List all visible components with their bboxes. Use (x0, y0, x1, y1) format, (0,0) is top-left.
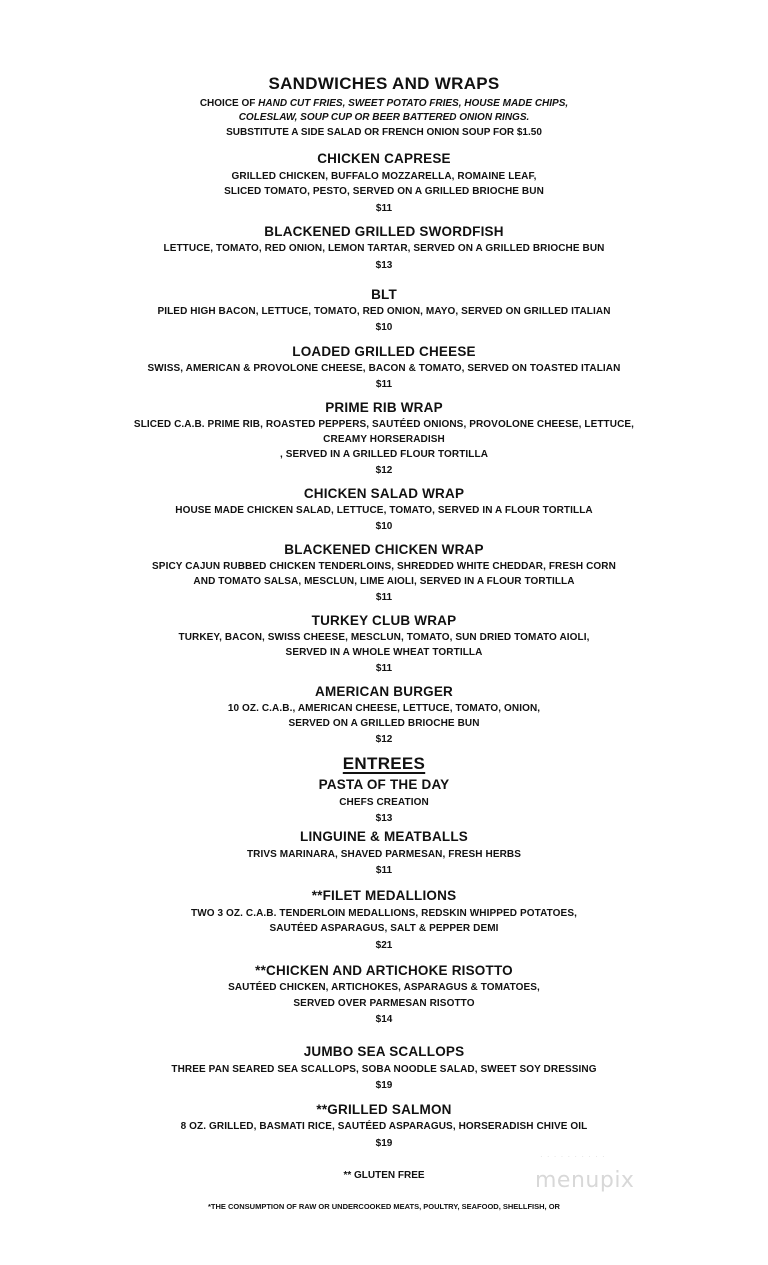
menu-item-name: CHICKEN CAPRESE (317, 151, 451, 166)
menu-item-description: AND TOMATO SALSA, MESCLUN, LIME AIOLI, SERVED IN A FLOUR TORTILLA (193, 576, 575, 587)
menu-item-description: HOUSE MADE CHICKEN SALAD, LETTUCE, TOMATO, SERVED IN A FLOUR TORTILLA (175, 505, 593, 516)
menu-item-description: SWISS, AMERICAN & PROVOLONE CHEESE, BACON & TOMATO, SERVED ON TOASTED ITALIAN (147, 363, 621, 374)
menu-item-price: $14 (375, 1014, 393, 1025)
gluten-free-note: ** GLUTEN FREE (343, 1170, 425, 1181)
menu-item-name: PRIME RIB WRAP (325, 400, 443, 415)
menu-item-description: GRILLED CHICKEN, BUFFALO MOZZARELLA, ROMAINE LEAF, (231, 171, 537, 182)
raw-food-disclaimer: *THE CONSUMPTION OF RAW OR UNDERCOOKED MEATS, POULTRY, SEAFOOD, SHELLFISH, OR (208, 1202, 560, 1211)
menu-item-description: TURKEY, BACON, SWISS CHEESE, MESCLUN, TOMATO, SUN DRIED TOMATO AIOLI, (178, 632, 590, 643)
menu-item-price: $12 (375, 734, 393, 745)
entrees-section-title: ENTREES (342, 754, 426, 773)
menu-item-price: $11 (375, 379, 393, 390)
sandwiches-intro-line-2: COLESLAW, SOUP CUP OR BEER BATTERED ONION RINGS. (238, 112, 530, 123)
menu-item-name: BLACKENED CHICKEN WRAP (284, 542, 484, 557)
menu-item-name: **CHICKEN AND ARTICHOKE RISOTTO (255, 963, 513, 978)
menu-item-name: JUMBO SEA SCALLOPS (303, 1044, 465, 1059)
menu-item-name: **FILET MEDALLIONS (311, 888, 457, 903)
menu-item-price: $10 (375, 521, 393, 532)
menu-item-price: $12 (375, 465, 393, 476)
menu-item-description: 8 OZ. GRILLED, BASMATI RICE, SAUTÉED ASPARAGUS, HORSERADISH CHIVE OIL (180, 1121, 588, 1132)
sandwiches-section-title: SANDWICHES AND WRAPS (268, 74, 500, 93)
menu-item-description: SPICY CAJUN RUBBED CHICKEN TENDERLOINS, SHREDDED WHITE CHEDDAR, FRESH CORN (152, 561, 616, 572)
intro-sides-italic: HAND CUT FRIES, SWEET POTATO FRIES, HOUSE MADE CHIPS, (258, 98, 569, 109)
menu-item-price: $11 (375, 865, 393, 876)
menu-item-description: CREAMY HORSERADISH (323, 434, 445, 445)
sandwiches-intro-line-3: SUBSTITUTE A SIDE SALAD OR FRENCH ONION SOUP FOR $1.50 (226, 127, 542, 138)
menu-item-description: SLICED C.A.B. PRIME RIB, ROASTED PEPPERS, SAUTÉED ONIONS, PROVOLONE CHEESE, LETTUCE, (133, 419, 635, 430)
menu-item-description: SLICED TOMATO, PESTO, SERVED ON A GRILLED BRIOCHE BUN (224, 186, 544, 197)
menu-item-description: LETTUCE, TOMATO, RED ONION, LEMON TARTAR, SERVED ON A GRILLED BRIOCHE BUN (163, 243, 605, 254)
menu-item-description: SAUTÉED CHICKEN, ARTICHOKES, ASPARAGUS & TOMATOES, (228, 982, 540, 993)
menu-item-name: BLT (371, 287, 397, 302)
menu-item-description: CHEFS CREATION (339, 797, 429, 808)
menu-item-description: SAUTÉED ASPARAGUS, SALT & PEPPER DEMI (269, 923, 499, 934)
menu-item-name: AMERICAN BURGER (315, 684, 453, 699)
menu-item-name: **GRILLED SALMON (316, 1102, 452, 1117)
menu-item-description: THREE PAN SEARED SEA SCALLOPS, SOBA NOODLE SALAD, SWEET SOY DRESSING (171, 1064, 597, 1075)
menu-item-name: TURKEY CLUB WRAP (311, 613, 457, 628)
menu-item-name: LOADED GRILLED CHEESE (292, 344, 476, 359)
menu-item-description: 10 OZ. C.A.B., AMERICAN CHEESE, LETTUCE, TOMATO, ONION, (227, 703, 541, 714)
menu-item-description: SERVED ON A GRILLED BRIOCHE BUN (288, 718, 480, 729)
menu-item-price: $11 (375, 203, 393, 214)
menu-item-description: SERVED IN A WHOLE WHEAT TORTILLA (285, 647, 483, 658)
menu-item-price: $21 (375, 940, 393, 951)
menu-item-price: $13 (375, 813, 393, 824)
menu-item-price: $11 (375, 663, 393, 674)
menu-item-description: TRIVS MARINARA, SHAVED PARMESAN, FRESH HERBS (246, 849, 522, 860)
menu-item-description: PILED HIGH BACON, LETTUCE, TOMATO, RED ONION, MAYO, SERVED ON GRILLED ITALIAN (157, 306, 611, 317)
menu-item-name: BLACKENED GRILLED SWORDFISH (264, 224, 504, 239)
menu-item-description: SERVED OVER PARMESAN RISOTTO (293, 998, 475, 1009)
watermark-decoration: · · · · · · · · · · (540, 1152, 606, 1161)
menu-item-name: PASTA OF THE DAY (318, 777, 450, 792)
menu-item-price: $19 (375, 1080, 393, 1091)
menu-item-description: , SERVED IN A GRILLED FLOUR TORTILLA (279, 449, 489, 460)
menu-item-price: $13 (375, 260, 393, 271)
menu-item-name: CHICKEN SALAD WRAP (303, 486, 465, 501)
menu-item-description: TWO 3 OZ. C.A.B. TENDERLOIN MEDALLIONS, REDSKIN WHIPPED POTATOES, (191, 908, 577, 919)
menu-item-price: $11 (375, 592, 393, 603)
menu-item-name: LINGUINE & MEATBALLS (300, 829, 468, 844)
sandwiches-intro-line-1 (0, 98, 768, 109)
intro-prefix: CHOICE OF (199, 98, 259, 109)
menupix-watermark: menupix (535, 1168, 635, 1193)
menu-item-price: $10 (375, 322, 393, 333)
menu-item-price: $19 (375, 1138, 393, 1149)
